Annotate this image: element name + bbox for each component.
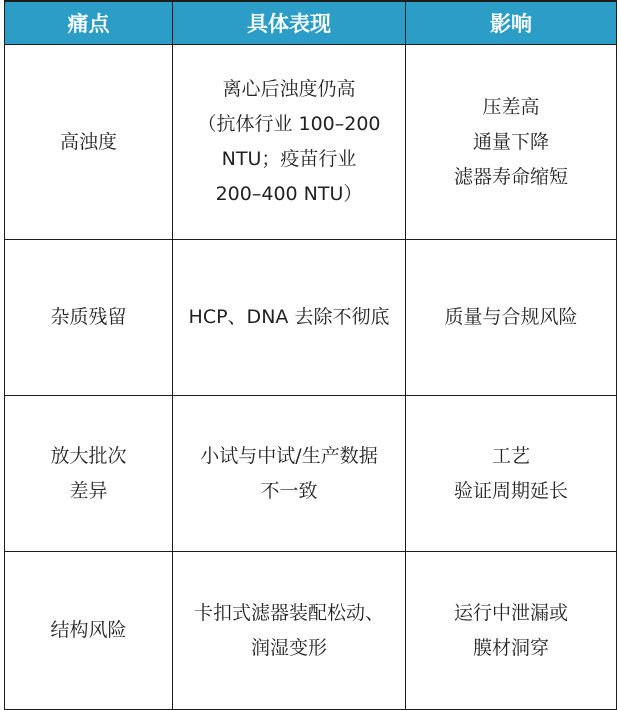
cell-line: 滤器寿命缩短 — [453, 165, 568, 188]
header-pain-point: 痛点 — [5, 1, 173, 45]
cell-impact — [406, 240, 617, 396]
table-row — [5, 552, 617, 710]
cell-line: 放大批次 — [50, 444, 127, 467]
cell-symptom — [173, 45, 406, 240]
cell-line: 运行中泄漏或 — [453, 601, 568, 624]
cell-line: 压差高 — [482, 95, 540, 118]
cell-line: 膜材洞穿 — [472, 636, 549, 659]
cell-line: 工艺 — [491, 444, 530, 467]
table-row — [5, 396, 617, 552]
cell-pain-point — [5, 396, 173, 552]
cell-line: 质量与合规风险 — [444, 306, 578, 328]
table-header-row — [5, 1, 617, 45]
cell-line: 通量下降 — [472, 130, 549, 153]
cell-symptom — [173, 396, 406, 552]
cell-line: 小试与中试/生产数据 — [200, 444, 378, 467]
cell-symptom — [173, 240, 406, 396]
cell-impact — [406, 396, 617, 552]
header-symptom: 具体表现 — [173, 1, 406, 45]
cell-symptom — [173, 552, 406, 710]
table-row — [5, 45, 617, 240]
cell-impact — [406, 45, 617, 240]
cell-line: 离心后浊度仍高 — [222, 78, 356, 100]
cell-pain-point — [5, 240, 173, 396]
cell-pain-point — [5, 552, 173, 710]
cell-line: 卡扣式滤器装配松动、 — [193, 601, 384, 624]
cell-line: 200–400 NTU） — [215, 183, 363, 205]
cell-line: 杂质残留 — [50, 306, 127, 328]
cell-line: HCP、DNA 去除不彻底 — [188, 306, 390, 328]
table-row — [5, 240, 617, 396]
header-impact: 影响 — [406, 1, 617, 45]
cell-line: NTU；疫苗行业 — [221, 148, 357, 170]
pain-point-table — [4, 0, 617, 710]
cell-impact — [406, 552, 617, 710]
cell-line: 结构风险 — [50, 619, 127, 641]
cell-line: （抗体行业 100–200 — [197, 113, 381, 135]
cell-pain-point — [5, 45, 173, 240]
cell-line: 高浊度 — [59, 130, 117, 153]
cell-line: 润湿变形 — [250, 636, 327, 659]
cell-line: 验证周期延长 — [453, 479, 568, 502]
cell-line: 不一致 — [260, 479, 318, 502]
cell-line: 差异 — [69, 479, 108, 502]
